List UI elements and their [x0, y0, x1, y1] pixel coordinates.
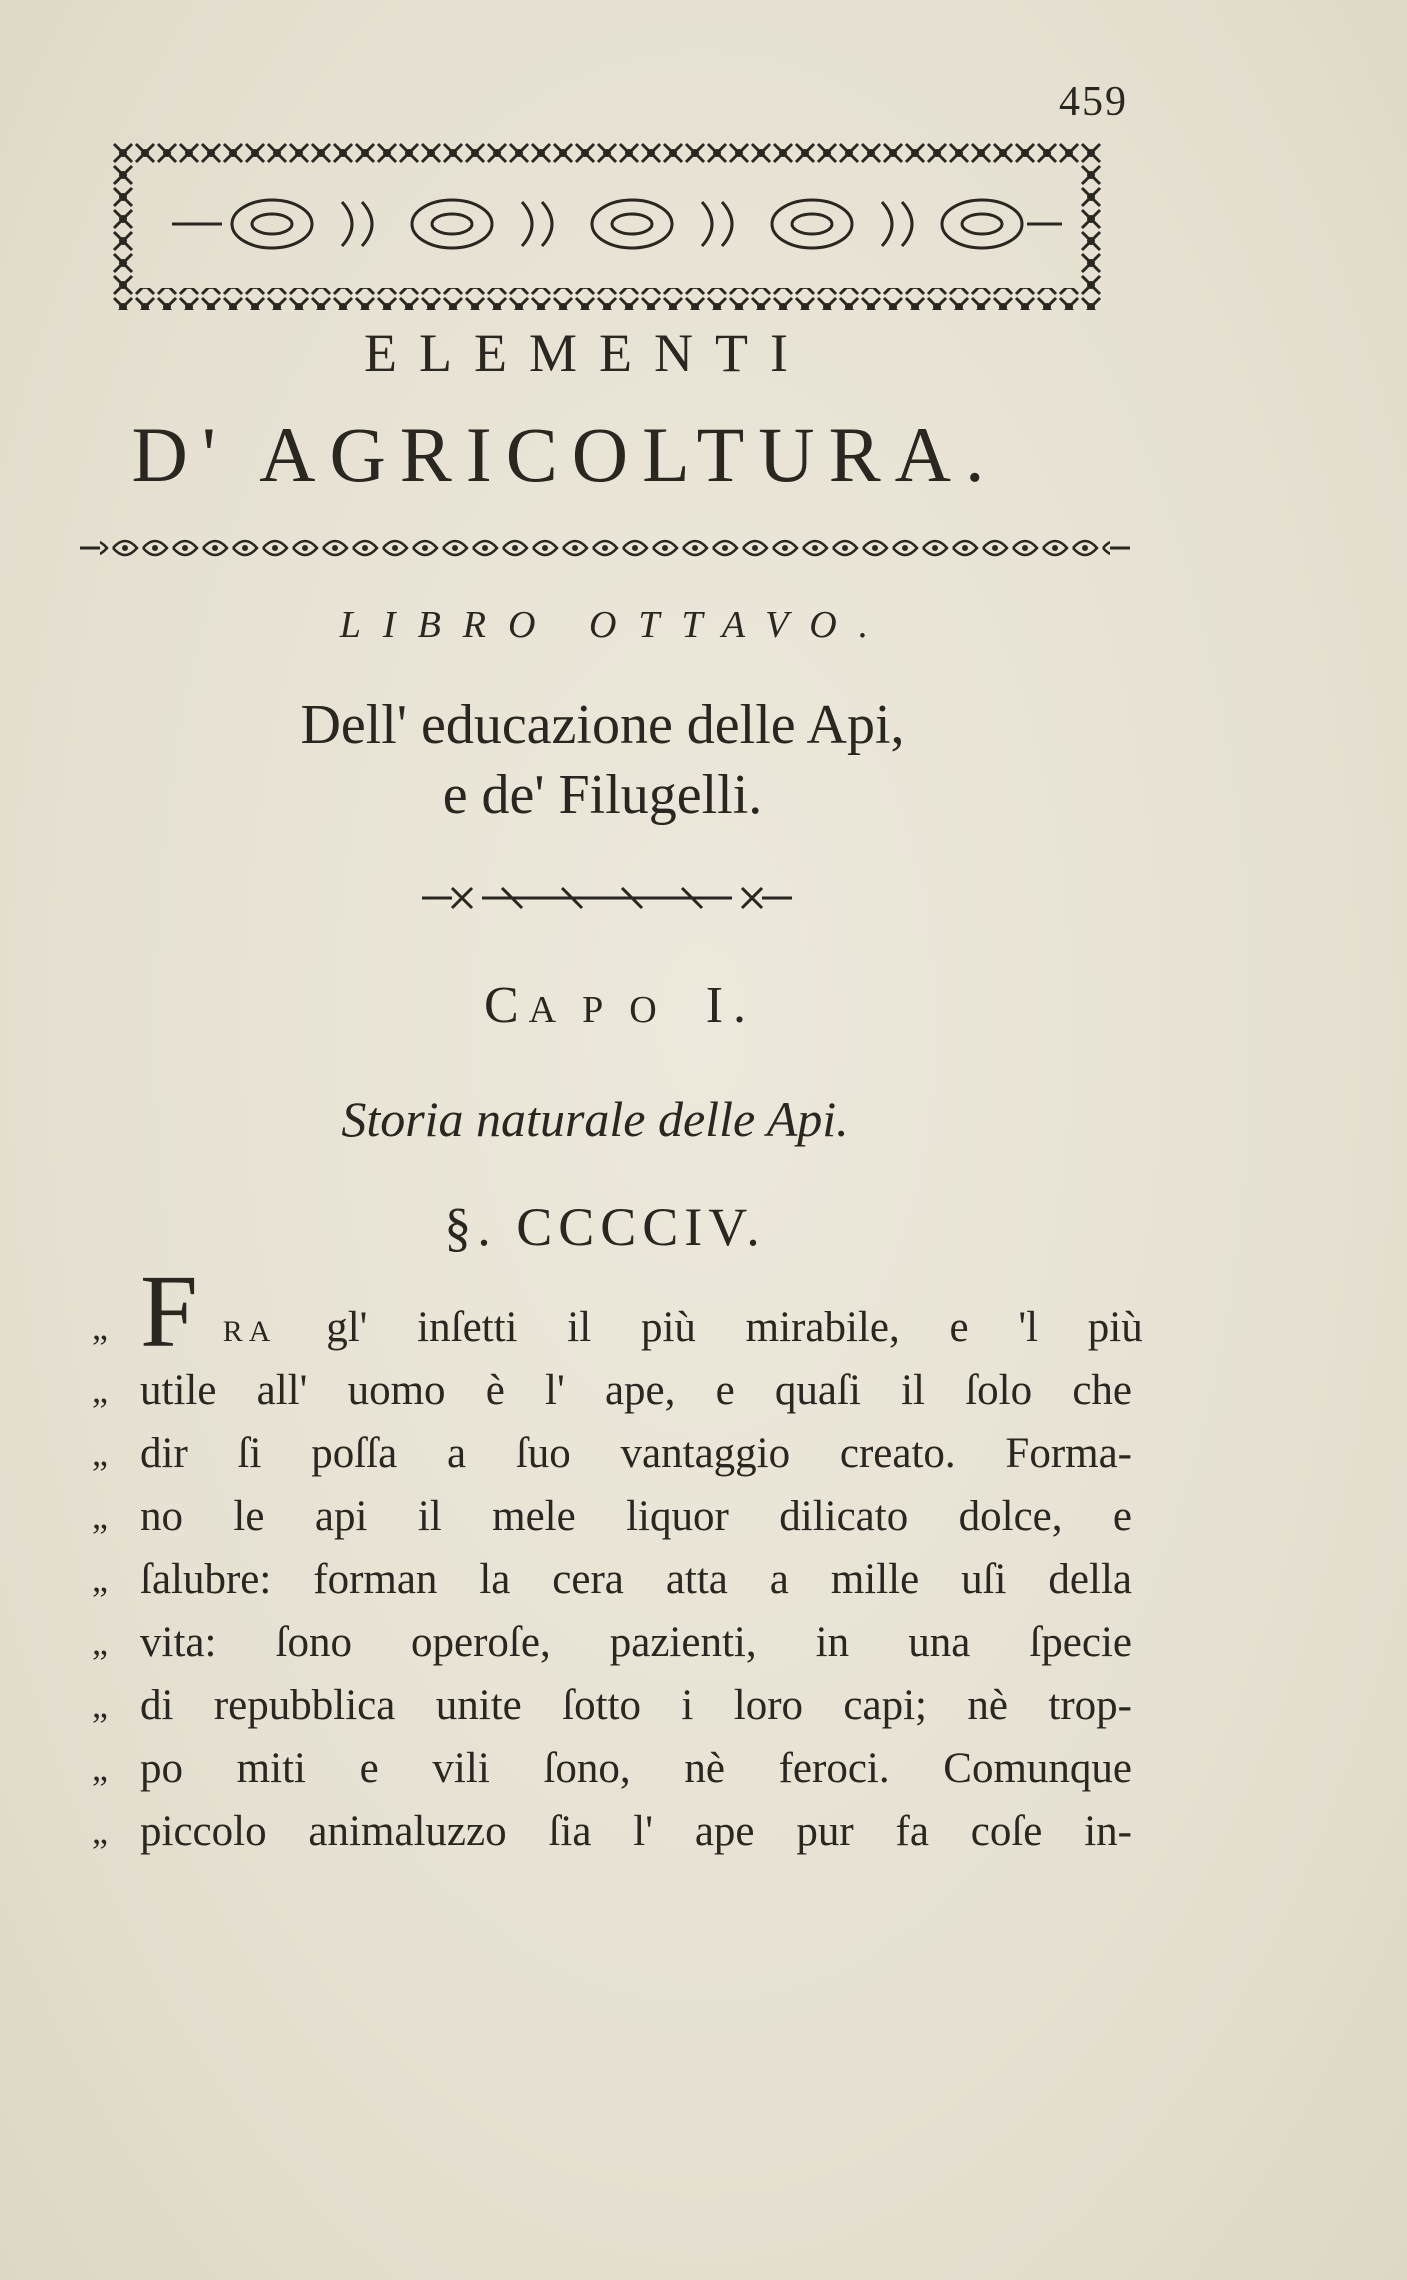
chapter-subject: Storia naturale delle Api. [341, 1091, 849, 1147]
chapter-number: I. [682, 977, 757, 1034]
body-text [92, 1254, 1143, 1863]
chapter-cap-initial: C [483, 977, 529, 1034]
quote-mark: „ [92, 1559, 108, 1599]
ornamental-rule [80, 530, 1130, 566]
small-ornamental-rule [422, 882, 792, 914]
chapter-heading [0, 976, 1240, 1035]
quote-mark: „ [92, 1622, 108, 1662]
headpiece-ornament-icon [112, 142, 1102, 312]
text-line [92, 1254, 1143, 1369]
text-line-content: piccolo animaluzzo ſia l' ape pur fa coſe in- [140, 1808, 1132, 1855]
section-number: §. CCCCIV. [444, 1197, 766, 1257]
text-line-content: vita: ſono operoſe, pazienti, in una ſpecie [140, 1619, 1132, 1666]
quote-mark: „ [92, 1370, 108, 1410]
quote-mark: „ [92, 1307, 108, 1347]
book-heading: LIBRO OTTAVO. [339, 604, 891, 646]
title-line-1: ELEMENTI [364, 323, 810, 383]
book-subject-line-1: Dell' educazione delle Api, [300, 694, 905, 756]
quote-mark: „ [92, 1748, 108, 1788]
text-line [92, 1485, 1137, 1548]
text-line-content: dir ſi poſſa a ſuo vantaggio creato. Forma- [140, 1430, 1132, 1477]
text-line-content: no le api il mele liquor dilicato dolce, e [140, 1493, 1132, 1540]
text-line [92, 1737, 1137, 1800]
text-line-content [151, 1296, 1143, 1363]
quote-mark: „ [92, 1811, 108, 1851]
text-line-content: ſalubre: forman la cera atta a mille uſi della [140, 1556, 1132, 1603]
title-line-2: D' AGRICOLTURA. [131, 411, 999, 498]
book-subject-line-2: e de' Filugelli. [442, 764, 763, 826]
ornamental-headpiece [112, 142, 1102, 312]
text-line [92, 1359, 1137, 1422]
text-line [92, 1800, 1137, 1863]
chapter-cap-rest: APO [528, 989, 683, 1031]
text-line [92, 1674, 1137, 1737]
quote-mark: „ [92, 1496, 108, 1536]
small-rule-ornament-icon [422, 882, 792, 914]
quote-mark: „ [92, 1433, 108, 1473]
rule-ornament-icon [80, 530, 1130, 566]
quote-mark: „ [92, 1685, 108, 1725]
text-line-content: utile all' uomo è l' ape, e quaſi il ſolo che [140, 1367, 1132, 1414]
text-line [92, 1422, 1137, 1485]
text-line-content: po miti e vili ſono, nè feroci. Comunque [140, 1745, 1132, 1792]
book-subject [0, 690, 1205, 830]
text-line-content: di repubblica unite ſotto i loro capi; nè trop- [140, 1682, 1132, 1729]
first-line-rest: gl' inſetti il più mirabile, e 'l più [276, 1304, 1143, 1351]
first-word-smallcaps: RA [222, 1315, 277, 1348]
text-line [92, 1548, 1137, 1611]
page-number: 459 [1059, 79, 1128, 125]
text-line [92, 1611, 1137, 1674]
drop-cap: F [140, 1254, 198, 1369]
